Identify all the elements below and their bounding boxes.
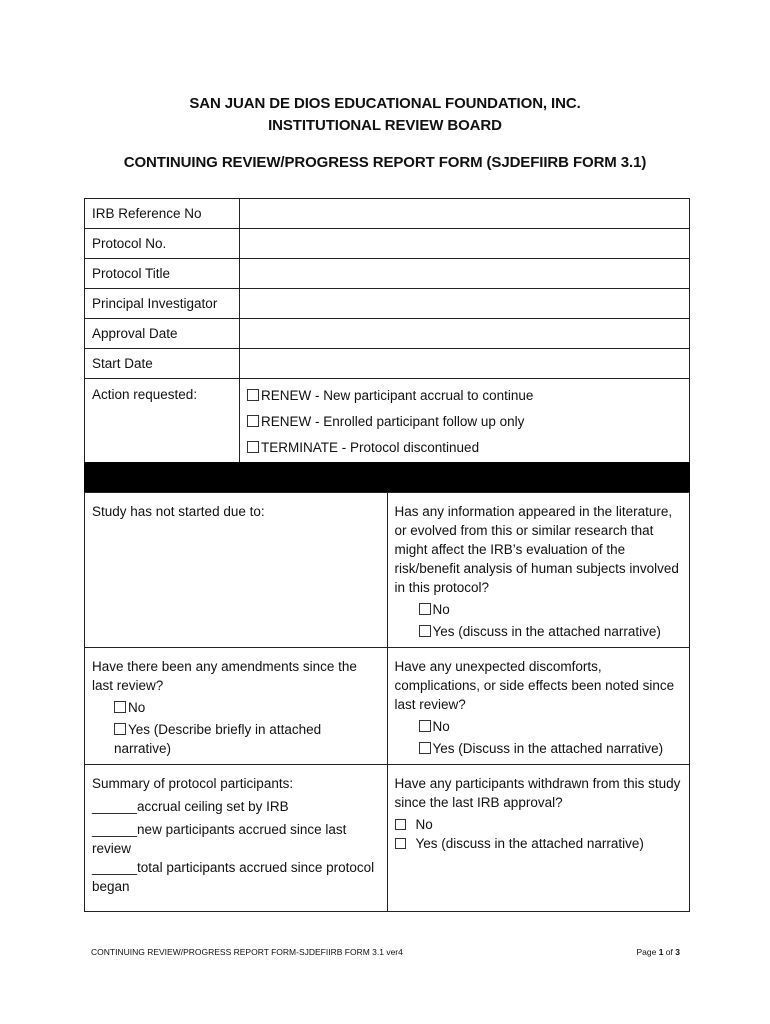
option-label: No xyxy=(432,602,450,617)
field-label: IRB Reference No xyxy=(85,199,240,229)
discomforts-no-option[interactable] xyxy=(395,717,683,736)
field-row xyxy=(85,289,690,319)
field-row xyxy=(85,319,690,349)
amendments-cell xyxy=(85,648,388,765)
option-label: No xyxy=(128,700,146,715)
withdrawn-cell xyxy=(387,765,690,912)
checkbox-icon[interactable] xyxy=(114,723,126,735)
question-row xyxy=(85,765,690,912)
discomforts-question: Have any unexpected discomforts, complications, or side effects been noted since last review? xyxy=(394,659,675,712)
summary-accrual-ceiling[interactable]: ______accrual ceiling set by IRB xyxy=(92,799,289,814)
protocol-no-input[interactable] xyxy=(240,229,690,259)
checkbox-icon[interactable] xyxy=(419,625,431,637)
summary-total-participants[interactable]: ______total participants accrued since protocol began xyxy=(92,860,375,894)
footer-form-id: CONTINUING REVIEW/PROGRESS REPORT FORM-SJDEFIIRB FORM 3.1 ver4 xyxy=(91,947,403,957)
field-label: Start Date xyxy=(85,349,240,379)
org-name: SAN JUAN DE DIOS EDUCATIONAL FOUNDATION, INC. xyxy=(189,95,581,112)
literature-no-option[interactable] xyxy=(395,600,683,619)
withdrawn-yes-option[interactable] xyxy=(395,834,683,853)
field-row xyxy=(85,259,690,289)
checkbox-icon[interactable] xyxy=(419,742,431,754)
option-label: Yes (Discuss in the attached narrative) xyxy=(432,741,664,756)
section-divider-bar xyxy=(84,462,690,492)
field-row xyxy=(85,349,690,379)
amendments-no-option[interactable] xyxy=(92,698,380,717)
checkbox-icon[interactable] xyxy=(247,389,259,401)
page-total: 3 xyxy=(675,947,680,957)
summary-title: Summary of protocol participants: xyxy=(92,776,294,791)
withdrawn-no-option[interactable] xyxy=(395,815,683,834)
field-label: Approval Date xyxy=(85,319,240,349)
start-date-input[interactable] xyxy=(240,349,690,379)
field-row xyxy=(85,199,690,229)
option-label: RENEW - Enrolled participant follow up only xyxy=(261,414,525,429)
option-label: No xyxy=(415,817,433,832)
option-label: Yes (discuss in the attached narrative) xyxy=(432,624,661,639)
page-word: Page xyxy=(636,947,657,957)
option-label: TERMINATE - Protocol discontinued xyxy=(261,440,480,455)
not-started-label: Study has not started due to: xyxy=(92,504,265,519)
footer-page-number xyxy=(636,947,680,957)
amendments-yes-option[interactable] xyxy=(92,720,380,758)
action-options xyxy=(240,379,690,472)
protocol-info-table xyxy=(84,198,690,472)
checkbox-icon[interactable] xyxy=(247,415,259,427)
approval-date-input[interactable] xyxy=(240,319,690,349)
amendments-question: Have there been any amendments since the last review? xyxy=(92,659,357,693)
literature-yes-option[interactable] xyxy=(395,622,683,641)
irb-reference-input[interactable] xyxy=(240,199,690,229)
form-title: CONTINUING REVIEW/PROGRESS REPORT FORM (SJDEFIIRB FORM 3.1) xyxy=(123,154,647,171)
withdrawn-question: Have any participants withdrawn from this study since the last IRB approval? xyxy=(394,776,681,810)
checkbox-icon[interactable] xyxy=(114,701,126,713)
field-label: Principal Investigator xyxy=(85,289,240,319)
option-renew-followup[interactable] xyxy=(247,413,682,439)
of-word: of xyxy=(665,947,673,957)
question-row xyxy=(85,493,690,648)
discomforts-cell xyxy=(387,648,690,765)
option-label: No xyxy=(432,719,450,734)
literature-question: Has any information appeared in the literature, or evolved from this or similar research that might affect the IRB’s evaluation of the risk/benefit analysis of human subjects involved in this protocol? xyxy=(394,504,679,595)
option-label: Yes (Describe briefly in attached narrative) xyxy=(114,722,322,756)
checkbox-icon[interactable] xyxy=(395,838,406,849)
action-label: Action requested: xyxy=(85,379,240,472)
checkbox-icon[interactable] xyxy=(419,720,431,732)
checkbox-icon[interactable] xyxy=(247,441,259,453)
board-name: INSTITUTIONAL REVIEW BOARD xyxy=(268,117,502,134)
checkbox-icon[interactable] xyxy=(395,819,406,830)
field-label: Protocol No. xyxy=(85,229,240,259)
not-started-cell[interactable] xyxy=(85,493,388,648)
summary-new-participants[interactable]: ______new participants accrued since last review xyxy=(92,822,347,856)
question-row xyxy=(85,648,690,765)
option-label: Yes (discuss in the attached narrative) xyxy=(415,836,644,851)
field-label: Protocol Title xyxy=(85,259,240,289)
option-renew-accrual[interactable] xyxy=(247,387,682,413)
option-label: RENEW - New participant accrual to continue xyxy=(261,388,534,403)
review-questions-table xyxy=(84,492,690,912)
literature-cell xyxy=(387,493,690,648)
checkbox-icon[interactable] xyxy=(419,603,431,615)
field-row xyxy=(85,229,690,259)
principal-investigator-input[interactable] xyxy=(240,289,690,319)
discomforts-yes-option[interactable] xyxy=(395,739,683,758)
protocol-title-input[interactable] xyxy=(240,259,690,289)
summary-cell xyxy=(85,765,388,912)
action-row xyxy=(85,379,690,472)
page-current: 1 xyxy=(658,947,664,957)
